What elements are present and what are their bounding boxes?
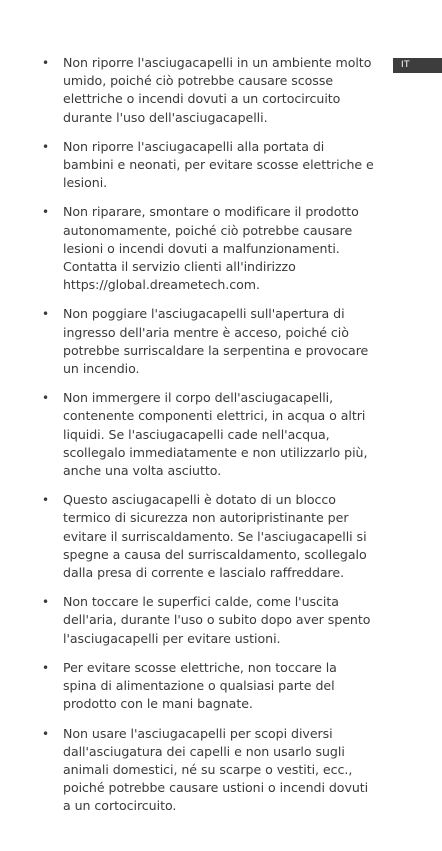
warning-text: Non usare l'asciugacapelli per scopi diversi dall'asciugatura dei capelli e non usarlo sugli animali domestici, né su scarpe o vestiti, ecc., poiché potrebbe causare ustioni o incendi dovuti a un cortocircuito. [63,725,369,814]
list-item [42,54,374,127]
list-item [42,491,374,582]
warning-text: Non poggiare l'asciugacapelli sull'apertura di ingresso dell'aria mentre è acceso, poiché ciò potrebbe surriscaldare la serpentina e provocare un incendio. [63,306,369,377]
list-item [42,725,374,816]
warning-text: Non toccare le superfici calde, come l'uscita dell'aria, durante l'uso o subito dopo aver spento l'asciugacapelli per evitare ustioni. [63,594,371,646]
bullet-icon: • [42,660,50,675]
bullet-icon: • [42,493,50,508]
language-tab: IT [393,58,442,73]
warning-text: Non riporre l'asciugacapelli alla portata di bambini e neonati, per evitare scosse elettriche e lesioni. [63,138,374,191]
list-item [42,203,374,294]
list-item [42,659,374,714]
list-item [42,138,374,193]
warning-text: Non riporre l'asciugacapelli in un ambiente molto umido, poiché ciò potrebbe causare scosse elettriche o incendi dovuti a un cortocircuito durante l'uso dell'asciugacapelli. [63,55,372,125]
warning-text: Non immergere il corpo dell'asciugacapelli, contenente componenti elettrici, in acqua o altri liquidi. Se l'asciugacapelli cade nell'acqua, scollegalo immediatamente e non utilizzarlo più, anche una volta asciutto. [63,390,368,479]
list-item [42,593,374,648]
warning-text: Non riparare, smontare o modificare il prodotto autonomamente, poiché ciò potrebbe causare lesioni o incendi dovuti a malfunzionamenti. Contatta il servizio clienti all'indirizzo https://global.dreametech.com. [63,204,359,293]
warning-text: Per evitare scosse elettriche, non toccare la spina di alimentazione o qualsiasi parte del prodotto con le mani bagnate. [63,659,337,712]
bullet-icon: • [42,56,50,70]
bullet-icon: • [42,726,50,741]
list-item [42,305,374,378]
bullet-icon: • [42,139,50,154]
warning-text: Questo asciugacapelli è dotato di un blocco termico di sicurezza non autoripristinante per evitare il surriscaldamento. Se l'asciugacapelli si spegne a causa del surriscaldamento, scollegalo dalla presa di corrente e lascialo raffreddare. [63,492,367,581]
safety-warnings-list [42,54,374,827]
bullet-icon: • [42,595,50,610]
list-item [42,389,374,480]
bullet-icon: • [42,391,50,406]
bullet-icon: • [42,205,50,220]
bullet-icon: • [42,307,50,322]
